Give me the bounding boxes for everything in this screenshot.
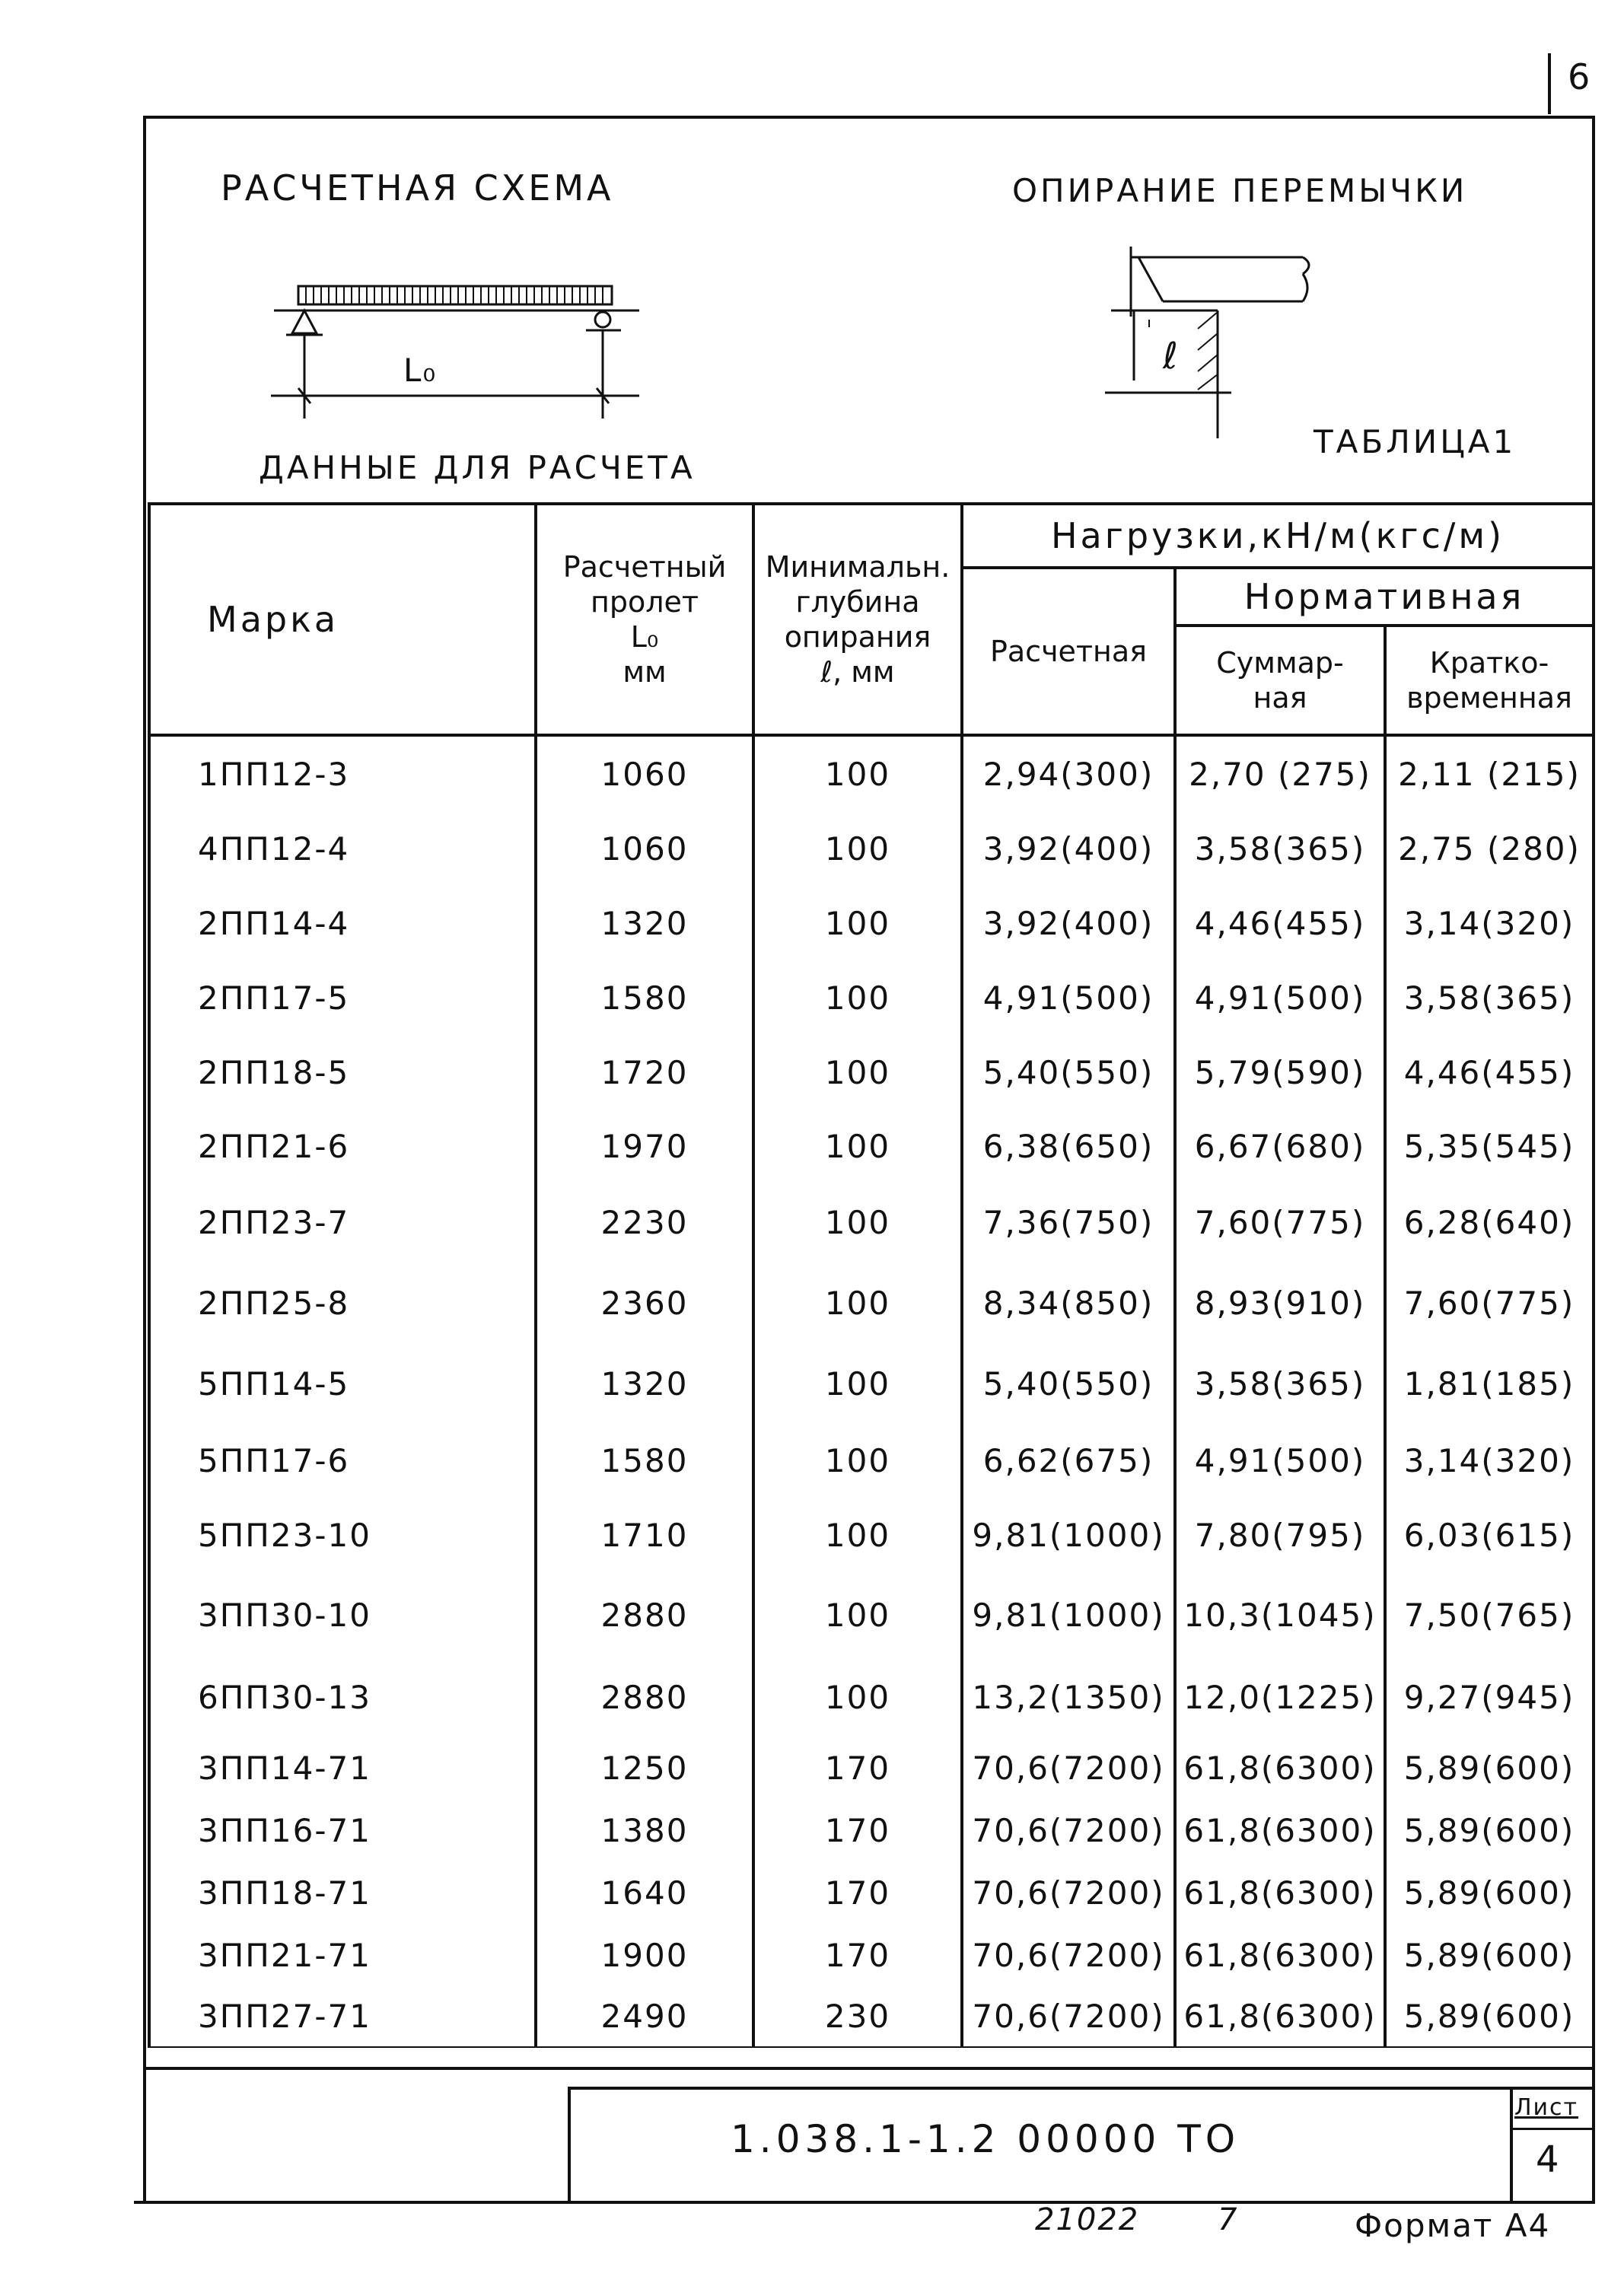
table-row (149, 1344, 1594, 1423)
cell-mark: 2ПП21-6 (149, 1110, 536, 1183)
cell-span: 1250 (536, 1737, 753, 1799)
calc-scheme-diagram (259, 274, 654, 449)
data-table (148, 502, 1595, 2048)
cell-normative-total-load: 10,3(1045) (1175, 1572, 1385, 1657)
cell-design-load: 70,6(7200) (962, 1924, 1175, 1986)
cell-mark: 4ПП12-4 (149, 811, 536, 886)
cell-mark: 5ПП17-6 (149, 1423, 536, 1498)
page-number-divider (1548, 53, 1551, 114)
cell-mark: 3ПП27-71 (149, 1986, 536, 2047)
cell-normative-short-load: 5,89(600) (1385, 1986, 1594, 2047)
cell-normative-short-load: 2,75 (280) (1385, 811, 1594, 886)
table-row (149, 1035, 1594, 1110)
header-span-line1: Расчетный (562, 550, 727, 584)
cell-depth: 100 (753, 1572, 962, 1657)
cell-normative-short-load: 6,28(640) (1385, 1183, 1594, 1262)
format-label: Формат А4 (1355, 2207, 1551, 2244)
header-depth-line1: Минимальн. (765, 550, 951, 584)
table-row (149, 1183, 1594, 1262)
sheet-number: 4 (1536, 2138, 1561, 2181)
header-span (536, 504, 753, 735)
table-row (149, 1799, 1594, 1861)
cell-mark: 5ПП23-10 (149, 1498, 536, 1572)
table-row (149, 1737, 1594, 1799)
cell-depth: 100 (753, 1423, 962, 1498)
cell-mark: 3ПП30-10 (149, 1572, 536, 1657)
cell-normative-short-load: 4,46(455) (1385, 1035, 1594, 1110)
cell-depth: 100 (753, 1110, 962, 1183)
cell-depth: 170 (753, 1861, 962, 1924)
cell-span: 1060 (536, 811, 753, 886)
cell-span: 1580 (536, 1423, 753, 1498)
stamp-divider (143, 2067, 1595, 2070)
cell-depth: 100 (753, 1657, 962, 1737)
cell-depth: 100 (753, 1262, 962, 1344)
table-row (149, 1262, 1594, 1344)
cell-mark: 3ПП14-71 (149, 1737, 536, 1799)
footer-copy-number: 7 (1218, 2202, 1239, 2237)
cell-normative-total-load: 61,8(6300) (1175, 1924, 1385, 1986)
cell-depth: 170 (753, 1799, 962, 1861)
cell-mark: 3ПП21-71 (149, 1924, 536, 1986)
table-number: ТАБЛИЦА1 (1314, 423, 1517, 460)
support-depth-label: ℓ (1163, 335, 1180, 377)
cell-depth: 100 (753, 1183, 962, 1262)
cell-depth: 100 (753, 886, 962, 960)
table-row (149, 1986, 1594, 2047)
cell-depth: 100 (753, 811, 962, 886)
cell-mark: 2ПП23-7 (149, 1183, 536, 1262)
cell-design-load: 3,92(400) (962, 886, 1175, 960)
cell-design-load: 5,40(550) (962, 1035, 1175, 1110)
cell-normative-short-load: 5,35(545) (1385, 1110, 1594, 1183)
cell-normative-short-load: 2,11 (215) (1385, 735, 1594, 811)
cell-normative-short-load: 7,50(765) (1385, 1572, 1594, 1657)
cell-design-load: 70,6(7200) (962, 1799, 1175, 1861)
header-normative: Нормативная (1175, 568, 1594, 626)
cell-normative-short-load: 9,27(945) (1385, 1657, 1594, 1737)
cell-mark: 6ПП30-13 (149, 1657, 536, 1737)
cell-normative-total-load: 61,8(6300) (1175, 1737, 1385, 1799)
cell-normative-short-load: 5,89(600) (1385, 1924, 1594, 1986)
span-label: L₀ (403, 352, 438, 389)
cell-depth: 100 (753, 1035, 962, 1110)
header-span-line4: мм (623, 655, 667, 689)
cell-normative-total-load: 61,8(6300) (1175, 1861, 1385, 1924)
cell-normative-total-load: 4,91(500) (1175, 1423, 1385, 1498)
cell-normative-short-load: 3,58(365) (1385, 960, 1594, 1035)
cell-mark: 2ПП18-5 (149, 1035, 536, 1110)
support-title: ОПИРАНИЕ ПЕРЕМЫЧКИ (1012, 172, 1468, 209)
cell-span: 1900 (536, 1924, 753, 1986)
cell-design-load: 9,81(1000) (962, 1572, 1175, 1657)
cell-span: 1380 (536, 1799, 753, 1861)
data-title: ДАННЫЕ ДЛЯ РАСЧЕТА (259, 449, 696, 486)
cell-design-load: 70,6(7200) (962, 1986, 1175, 2047)
cell-depth: 170 (753, 1737, 962, 1799)
cell-span: 1640 (536, 1861, 753, 1924)
cell-span: 1320 (536, 1344, 753, 1423)
table-row (149, 886, 1594, 960)
cell-normative-total-load: 4,46(455) (1175, 886, 1385, 960)
header-total-line1: Суммар- (1216, 646, 1344, 680)
header-short-line2: временная (1406, 681, 1572, 715)
cell-normative-short-load: 3,14(320) (1385, 1423, 1594, 1498)
cell-design-load: 7,36(750) (962, 1183, 1175, 1262)
cell-normative-short-load: 5,89(600) (1385, 1799, 1594, 1861)
table-row (149, 1423, 1594, 1498)
cell-design-load: 3,92(400) (962, 811, 1175, 886)
header-short (1385, 626, 1594, 735)
cell-normative-total-load: 61,8(6300) (1175, 1799, 1385, 1861)
cell-normative-short-load: 7,60(775) (1385, 1262, 1594, 1344)
cell-normative-short-load: 5,89(600) (1385, 1861, 1594, 1924)
cell-mark: 3ПП18-71 (149, 1861, 536, 1924)
cell-normative-total-load: 6,67(680) (1175, 1110, 1385, 1183)
table-row (149, 1110, 1594, 1183)
header-design: Расчетная (962, 568, 1175, 735)
header-depth-line4: ℓ, мм (820, 655, 895, 689)
cell-span: 2230 (536, 1183, 753, 1262)
cell-span: 2360 (536, 1262, 753, 1344)
table-row (149, 735, 1594, 811)
support-diagram (1103, 244, 1332, 441)
table-row (149, 1924, 1594, 1986)
header-short-line1: Кратко- (1429, 646, 1549, 680)
cell-span: 1580 (536, 960, 753, 1035)
cell-mark: 2ПП25-8 (149, 1262, 536, 1344)
calc-scheme-title: РАСЧЕТНАЯ СХЕМА (221, 167, 614, 209)
cell-design-load: 9,81(1000) (962, 1498, 1175, 1572)
footer-inventory-number: 21022 (1035, 2202, 1140, 2237)
cell-depth: 100 (753, 1498, 962, 1572)
table-row (149, 1657, 1594, 1737)
cell-depth: 170 (753, 1924, 962, 1986)
cell-span: 1720 (536, 1035, 753, 1110)
header-span-line2: пролет (590, 585, 699, 619)
cell-design-load: 70,6(7200) (962, 1861, 1175, 1924)
table-row (149, 811, 1594, 886)
cell-design-load: 8,34(850) (962, 1262, 1175, 1344)
bottom-border (134, 2201, 1595, 2204)
cell-normative-total-load: 5,79(590) (1175, 1035, 1385, 1110)
cell-depth: 100 (753, 960, 962, 1035)
cell-design-load: 13,2(1350) (962, 1657, 1175, 1737)
cell-mark: 2ПП14-4 (149, 886, 536, 960)
cell-normative-total-load: 7,60(775) (1175, 1183, 1385, 1262)
cell-mark: 2ПП17-5 (149, 960, 536, 1035)
cell-span: 1970 (536, 1110, 753, 1183)
header-depth-line3: опирания (784, 620, 931, 654)
cell-span: 1710 (536, 1498, 753, 1572)
cell-mark: 3ПП16-71 (149, 1799, 536, 1861)
cell-design-load: 4,91(500) (962, 960, 1175, 1035)
cell-normative-total-load: 2,70 (275) (1175, 735, 1385, 811)
cell-normative-short-load: 3,14(320) (1385, 886, 1594, 960)
cell-depth: 230 (753, 1986, 962, 2047)
header-span-line3: L₀ (630, 620, 659, 654)
cell-normative-short-load: 6,03(615) (1385, 1498, 1594, 1572)
cell-normative-total-load: 4,91(500) (1175, 960, 1385, 1035)
cell-span: 1060 (536, 735, 753, 811)
cell-normative-short-load: 5,89(600) (1385, 1737, 1594, 1799)
cell-depth: 100 (753, 735, 962, 811)
header-depth-line2: глубина (795, 585, 920, 619)
page-number: 6 (1568, 56, 1592, 97)
table-row (149, 1498, 1594, 1572)
cell-normative-total-load: 7,80(795) (1175, 1498, 1385, 1572)
header-depth (753, 504, 962, 735)
table-row (149, 960, 1594, 1035)
cell-design-load: 6,62(675) (962, 1423, 1175, 1498)
cell-span: 2880 (536, 1572, 753, 1657)
document-code: 1.038.1-1.2 00000 ТО (731, 2117, 1240, 2161)
sheet-separator (1510, 2128, 1595, 2130)
cell-normative-total-load: 61,8(6300) (1175, 1986, 1385, 2047)
cell-design-load: 2,94(300) (962, 735, 1175, 811)
header-total (1175, 626, 1385, 735)
cell-span: 2490 (536, 1986, 753, 2047)
table-body (149, 735, 1594, 2047)
cell-normative-short-load: 1,81(185) (1385, 1344, 1594, 1423)
cell-mark: 1ПП12-3 (149, 735, 536, 811)
sheet-label: Лист (1514, 2094, 1579, 2121)
cell-depth: 100 (753, 1344, 962, 1423)
cell-design-load: 5,40(550) (962, 1344, 1175, 1423)
header-total-line2: ная (1253, 681, 1307, 715)
cell-normative-total-load: 8,93(910) (1175, 1262, 1385, 1344)
cell-normative-total-load: 3,58(365) (1175, 1344, 1385, 1423)
header-mark: Марка (149, 504, 536, 735)
cell-normative-total-load: 12,0(1225) (1175, 1657, 1385, 1737)
table-row (149, 1861, 1594, 1924)
cell-mark: 5ПП14-5 (149, 1344, 536, 1423)
table-row (149, 1572, 1594, 1657)
cell-normative-total-load: 3,58(365) (1175, 811, 1385, 886)
cell-design-load: 70,6(7200) (962, 1737, 1175, 1799)
cell-span: 2880 (536, 1657, 753, 1737)
cell-span: 1320 (536, 886, 753, 960)
header-loads: Нагрузки,кН/м(кгс/м) (962, 504, 1594, 568)
cell-design-load: 6,38(650) (962, 1110, 1175, 1183)
